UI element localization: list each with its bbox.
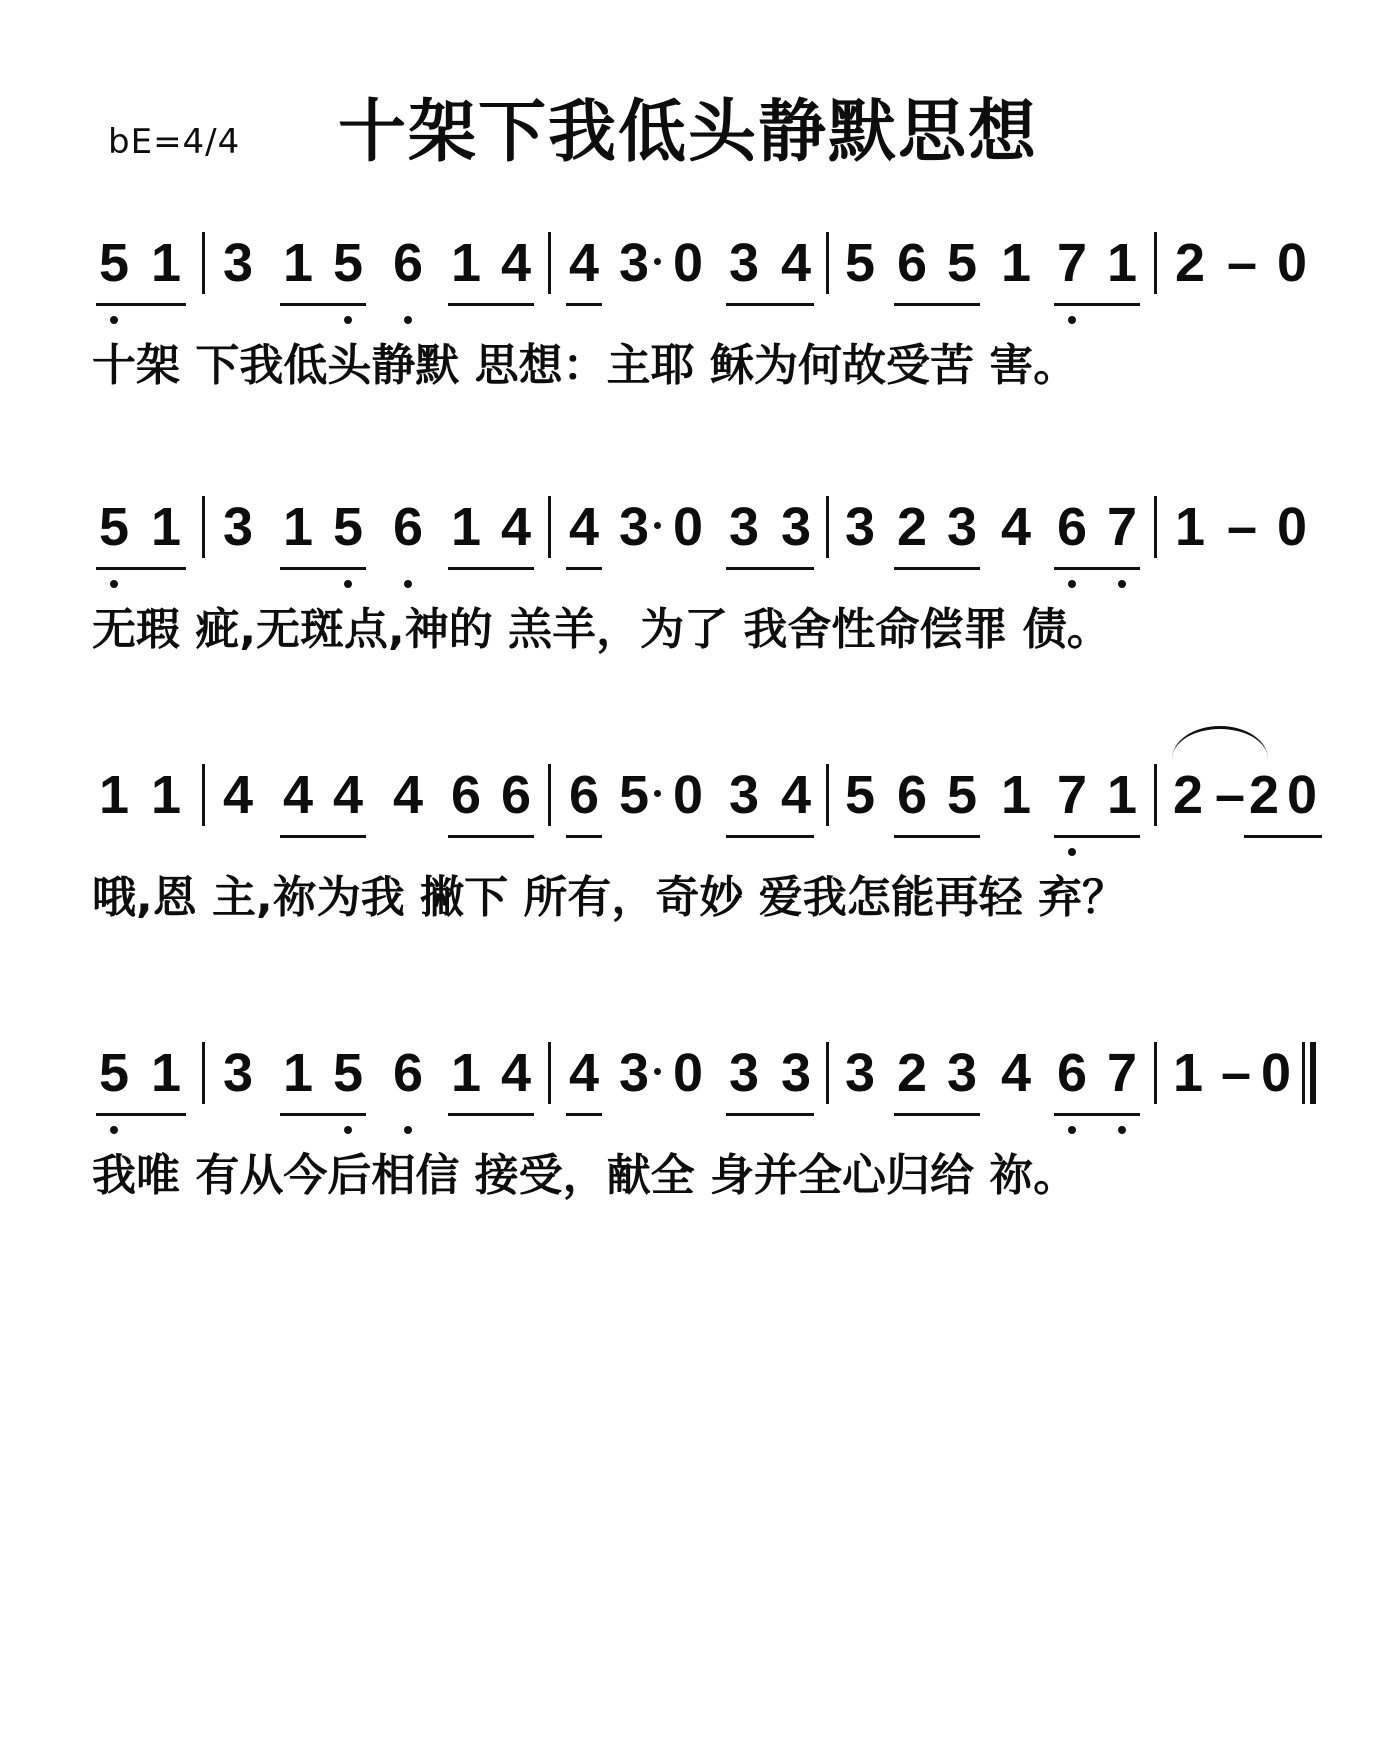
- barline: [826, 232, 829, 294]
- note: 5: [618, 765, 650, 825]
- note: 1: [1174, 497, 1206, 557]
- augmentation-dot: [654, 258, 661, 265]
- beam-underline: [566, 303, 602, 306]
- note: 4: [568, 1043, 600, 1103]
- tie-arc: [1172, 726, 1268, 759]
- barline: [202, 496, 205, 558]
- lower-octave-dot: [404, 316, 412, 324]
- note: 0: [672, 1043, 704, 1103]
- barline: [202, 1042, 205, 1104]
- note: 5: [332, 233, 364, 293]
- note: 5: [332, 497, 364, 557]
- note: 0: [672, 233, 704, 293]
- lower-octave-dot: [1068, 316, 1076, 324]
- note: 4: [1000, 1043, 1032, 1103]
- system-3: [0, 760, 1400, 970]
- beam-underline: [280, 835, 366, 838]
- final-barline-thin: [1302, 1042, 1305, 1104]
- note: 7: [1106, 497, 1138, 557]
- note: 1: [1000, 765, 1032, 825]
- note: 4: [392, 765, 424, 825]
- note: 5: [98, 1043, 130, 1103]
- beam-underline: [96, 303, 186, 306]
- note: 5: [98, 497, 130, 557]
- lyrics-line: 我唯 有从今后相信 接受，献全 身并全心归给 祢。: [92, 1150, 1078, 1201]
- notes-row: [0, 1038, 1400, 1158]
- beam-underline: [894, 303, 980, 306]
- beam-underline: [566, 567, 602, 570]
- note: 4: [500, 233, 532, 293]
- barline: [548, 764, 551, 826]
- note: 7: [1056, 233, 1088, 293]
- note: 2: [1248, 765, 1280, 825]
- note: 1: [1106, 765, 1138, 825]
- key-signature: bE=4/4: [108, 122, 241, 162]
- beam-underline: [726, 303, 814, 306]
- note: 6: [896, 233, 928, 293]
- beam-underline: [1054, 303, 1140, 306]
- system-4: [0, 1038, 1400, 1248]
- note: 3: [222, 497, 254, 557]
- note: 3: [222, 1043, 254, 1103]
- beam-underline: [726, 835, 814, 838]
- note: 7: [1056, 765, 1088, 825]
- note: 2: [896, 1043, 928, 1103]
- beam-underline: [894, 1113, 980, 1116]
- notes-row: [0, 760, 1400, 880]
- note: 1: [282, 1043, 314, 1103]
- lower-octave-dot: [404, 1126, 412, 1134]
- lower-octave-dot: [1068, 848, 1076, 856]
- beam-underline: [1054, 567, 1140, 570]
- note: 2: [1172, 765, 1204, 825]
- system-1: [0, 228, 1400, 438]
- note: 1: [1000, 233, 1032, 293]
- barline: [826, 1042, 829, 1104]
- augmentation-dot: [654, 1068, 661, 1075]
- note: 5: [946, 233, 978, 293]
- note: 5: [98, 233, 130, 293]
- note: 1: [150, 233, 182, 293]
- note: 0: [1276, 497, 1308, 557]
- lyrics-line: 十架 下我低头静默 思想：主耶 稣为何故受苦 害。: [92, 340, 1078, 391]
- barline: [548, 496, 551, 558]
- beam-underline: [96, 1113, 186, 1116]
- lyrics-line: 无瑕 疵,无斑点,神的 羔羊，为了 我舍性命偿罪 债。: [92, 604, 1111, 655]
- notes-row: [0, 492, 1400, 612]
- barline: [202, 232, 205, 294]
- beam-underline: [1244, 835, 1322, 838]
- final-barline-thick: [1310, 1042, 1316, 1104]
- lower-octave-dot: [344, 316, 352, 324]
- beam-underline: [448, 303, 534, 306]
- note: 1: [1172, 1043, 1204, 1103]
- note: 3: [946, 1043, 978, 1103]
- note: 0: [1276, 233, 1308, 293]
- beam-underline: [566, 835, 602, 838]
- barline: [548, 232, 551, 294]
- note: 1: [98, 765, 130, 825]
- note: 2: [1174, 233, 1206, 293]
- note: 6: [500, 765, 532, 825]
- note: 3: [618, 497, 650, 557]
- lower-octave-dot: [1118, 580, 1126, 588]
- lower-octave-dot: [110, 1126, 118, 1134]
- note: 5: [332, 1043, 364, 1103]
- lower-octave-dot: [344, 580, 352, 588]
- note: 3: [618, 233, 650, 293]
- beam-underline: [96, 567, 186, 570]
- note: 6: [568, 765, 600, 825]
- barline: [826, 764, 829, 826]
- system-2: [0, 492, 1400, 702]
- note: 4: [1000, 497, 1032, 557]
- note: 3: [946, 497, 978, 557]
- note: 4: [332, 765, 364, 825]
- beam-underline: [280, 303, 366, 306]
- note: 4: [222, 765, 254, 825]
- lower-octave-dot: [1068, 580, 1076, 588]
- barline: [202, 764, 205, 826]
- barline: [1154, 496, 1157, 558]
- note: 0: [672, 497, 704, 557]
- beam-underline: [894, 567, 980, 570]
- augmentation-dot: [654, 790, 661, 797]
- note: 4: [568, 497, 600, 557]
- note: 3: [780, 497, 812, 557]
- note: 6: [1056, 497, 1088, 557]
- note: 2: [896, 497, 928, 557]
- note: 3: [844, 497, 876, 557]
- note: 4: [500, 497, 532, 557]
- beam-underline: [566, 1113, 602, 1116]
- beam-underline: [894, 835, 980, 838]
- note: 6: [392, 497, 424, 557]
- note: 3: [728, 497, 760, 557]
- lower-octave-dot: [110, 580, 118, 588]
- beam-underline: [726, 1113, 814, 1116]
- lyrics-line: 哦,恩 主,祢为我 撇下 所有，奇妙 爱我怎能再轻 弃？: [92, 872, 1127, 923]
- note: 6: [896, 765, 928, 825]
- note: 3: [222, 233, 254, 293]
- note: –: [1214, 765, 1246, 825]
- beam-underline: [448, 567, 534, 570]
- note: 3: [618, 1043, 650, 1103]
- beam-underline: [1054, 1113, 1140, 1116]
- note: –: [1220, 1043, 1252, 1103]
- note: 3: [844, 1043, 876, 1103]
- note: 0: [672, 765, 704, 825]
- barline: [1154, 764, 1157, 826]
- lower-octave-dot: [1118, 1126, 1126, 1134]
- note: 6: [450, 765, 482, 825]
- barline: [1154, 1042, 1157, 1104]
- note: 6: [392, 233, 424, 293]
- augmentation-dot: [654, 522, 661, 529]
- note: 5: [844, 233, 876, 293]
- note: 1: [150, 497, 182, 557]
- note: 4: [780, 233, 812, 293]
- barline: [826, 496, 829, 558]
- beam-underline: [1054, 835, 1140, 838]
- note: 1: [150, 765, 182, 825]
- note: 1: [282, 497, 314, 557]
- note: 3: [780, 1043, 812, 1103]
- beam-underline: [726, 567, 814, 570]
- note: 0: [1260, 1043, 1292, 1103]
- note: 3: [728, 765, 760, 825]
- note: 1: [450, 497, 482, 557]
- note: 1: [1106, 233, 1138, 293]
- note: 4: [500, 1043, 532, 1103]
- note: 4: [568, 233, 600, 293]
- note: 4: [282, 765, 314, 825]
- note: 5: [844, 765, 876, 825]
- note: 5: [946, 765, 978, 825]
- note: –: [1226, 233, 1258, 293]
- note: 3: [728, 233, 760, 293]
- note: 1: [150, 1043, 182, 1103]
- beam-underline: [280, 1113, 366, 1116]
- note: 1: [450, 233, 482, 293]
- note: 7: [1106, 1043, 1138, 1103]
- note: –: [1226, 497, 1258, 557]
- note: 1: [282, 233, 314, 293]
- beam-underline: [280, 567, 366, 570]
- note: 6: [392, 1043, 424, 1103]
- lower-octave-dot: [404, 580, 412, 588]
- note: 1: [450, 1043, 482, 1103]
- note: 4: [780, 765, 812, 825]
- lower-octave-dot: [110, 316, 118, 324]
- lower-octave-dot: [344, 1126, 352, 1134]
- barline: [548, 1042, 551, 1104]
- beam-underline: [448, 835, 534, 838]
- note: 6: [1056, 1043, 1088, 1103]
- barline: [1154, 232, 1157, 294]
- beam-underline: [448, 1113, 534, 1116]
- notes-row: [0, 228, 1400, 348]
- lower-octave-dot: [1068, 1126, 1076, 1134]
- note: 3: [728, 1043, 760, 1103]
- song-title: 十架下我低头静默思想: [338, 93, 1039, 172]
- note: 0: [1286, 765, 1318, 825]
